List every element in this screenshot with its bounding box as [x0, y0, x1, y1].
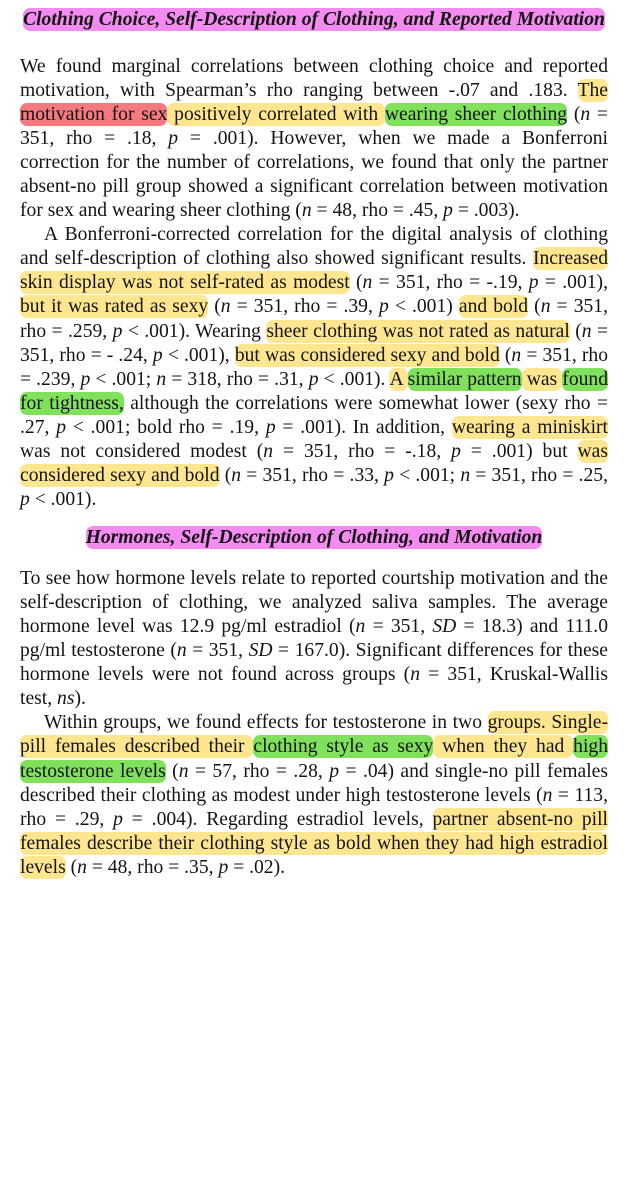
green-highlight: similar pattern — [407, 368, 522, 390]
text-run: We found marginal correlations between clothing choice and reported motivation, with Spearman’s rho ranging between -.07 and .183. — [20, 55, 608, 101]
text-run: ( — [499, 344, 512, 366]
text-run: = 351, rho = .33, — [241, 465, 385, 487]
text-run: = 351, — [365, 615, 433, 637]
text-run: = 351, rho = -.18, — [273, 441, 452, 462]
yellow-highlight: but was considered sexy and bold — [234, 344, 500, 366]
green-highlight: found for tightness, — [20, 368, 609, 414]
text-run: ( — [349, 272, 363, 294]
yellow-highlight: groups. Single-pill females described their — [20, 712, 609, 758]
yellow-highlight: was considered sexy and bold — [20, 441, 608, 487]
text-run: < .001), — [162, 344, 235, 366]
text-run: ( — [208, 296, 221, 318]
paragraph-correlations — [20, 55, 608, 224]
text-run: = 351, rho = .239, — [20, 344, 608, 390]
red-highlight: motivation for sex — [20, 103, 168, 125]
italic-symbol: p — [113, 808, 123, 830]
green-highlight: high testosterone levels — [20, 736, 608, 782]
yellow-highlight: The — [577, 79, 608, 101]
italic-symbol: n — [176, 640, 187, 662]
italic-symbol: p — [451, 441, 461, 462]
italic-symbol: n — [77, 856, 87, 878]
section-heading-clothing-choice — [20, 8, 608, 33]
text-run: = .001). However, when we made a Bonferroni correction for the number of correlations, we found that only the partner absent-no pill group showed a significant correlation between motivation for sex and wearing sheer clothing ( — [20, 127, 608, 222]
italic-symbol: n — [580, 103, 591, 125]
text-run: = 18.3) and 111.0 pg/ml testosterone ( — [20, 615, 608, 662]
text-run: ( — [567, 103, 581, 125]
italic-symbol: p — [80, 368, 91, 390]
yellow-highlight: when they had — [433, 736, 574, 758]
italic-symbol: p — [152, 344, 163, 366]
text-run: To see how hormone levels relate to reported courtship motivation and the self-description of clothing, we analyzed saliva samples. The average hormone level was 12.9 pg/ml estradiol ( — [20, 567, 608, 637]
italic-symbol: n — [156, 368, 167, 390]
text-run: < .001). — [29, 489, 97, 511]
italic-symbol: n — [410, 664, 420, 686]
text-run: = 351, rho = .39, — [230, 296, 379, 318]
text-run: Within groups, we found effects for testosterone in two — [44, 712, 488, 734]
text-run: = 351, rho = .18, — [20, 103, 608, 149]
yellow-highlight: was — [521, 368, 563, 390]
text-run: = 351, rho = - .24, — [20, 320, 609, 366]
text-run: = .001). In addition, — [275, 416, 452, 438]
heading-highlight: Clothing Choice, Self-Description of Clothing, and Reported Motivation — [23, 9, 605, 30]
italic-symbol: p — [528, 272, 539, 294]
text-run: was not considered modest ( — [20, 441, 264, 462]
italic-symbol: n — [220, 296, 231, 318]
yellow-highlight: A — [389, 368, 408, 390]
text-run: ( — [569, 320, 582, 342]
italic-symbol: p — [56, 416, 66, 438]
text-run: < .001; — [393, 465, 461, 487]
text-run: = 351, rho = -.19, — [372, 272, 529, 294]
italic-symbol: p — [443, 200, 453, 222]
text-run: = 113, rho = .29, — [20, 784, 608, 830]
text-run: = 48, rho = .35, — [86, 856, 219, 878]
yellow-highlight: but it was rated as sexy — [20, 296, 209, 318]
italic-symbol: n — [301, 200, 312, 222]
yellow-highlight: partner absent-no pill females describe their clothing style as bold when they had high estradiol levels — [20, 808, 608, 878]
text-run: ( — [165, 760, 179, 782]
text-run: = 351, Kruskal-Wallis test, — [20, 664, 608, 710]
italic-symbol: p — [329, 760, 340, 782]
text-run: ). — [74, 688, 86, 710]
text-run: = 57, rho = .28, — [188, 760, 330, 782]
green-highlight: wearing sheer clothing — [384, 103, 568, 125]
text-run: ( — [528, 296, 541, 318]
italic-symbol: n — [511, 344, 522, 366]
paragraph-within-groups — [20, 711, 608, 880]
italic-symbol: p — [384, 465, 394, 487]
text-run: = 167.0). Significant differences for these hormone levels were not found across groups ( — [20, 640, 608, 686]
italic-symbol: p — [112, 320, 123, 342]
italic-symbol: n — [540, 296, 551, 318]
italic-symbol: n — [362, 272, 373, 294]
text-run: A Bonferroni-corrected correlation for the digital analysis of clothing and self-description of clothing also showed significant results. — [20, 224, 608, 270]
italic-symbol: ns — [57, 688, 75, 710]
text-run: < .001; — [90, 368, 157, 390]
text-run: = 351, rho = .25, — [470, 465, 608, 487]
paragraph-bonferroni — [20, 223, 608, 512]
text-run: < .001). Wearing — [122, 320, 267, 342]
italic-symbol: n — [231, 465, 242, 487]
italic-symbol: p — [265, 416, 276, 438]
yellow-highlight: positively correlated with — [167, 103, 385, 125]
text-run: although the correlations were somewhat lower (sexy rho = .27, — [20, 392, 609, 438]
text-run: = .02). — [228, 856, 285, 878]
green-highlight: clothing style as sexy — [253, 736, 434, 758]
yellow-highlight: and bold — [458, 296, 529, 318]
italic-symbol: p — [20, 489, 30, 511]
italic-symbol: n — [178, 760, 189, 782]
italic-symbol: SD — [248, 640, 273, 662]
text-run: ( — [65, 856, 78, 878]
text-run: < .001). — [318, 368, 390, 390]
italic-symbol: n — [460, 465, 471, 487]
italic-symbol: p — [308, 368, 319, 390]
text-run: = .001), — [538, 272, 608, 294]
italic-symbol: p — [378, 296, 389, 318]
heading-highlight: Hormones, Self-Description of Clothing, and Motivation — [85, 527, 543, 549]
yellow-highlight: Increased skin display was not self-rated as modest — [20, 248, 608, 294]
text-run: = 351, rho = .259, — [20, 296, 608, 342]
italic-symbol: SD — [432, 615, 457, 637]
yellow-highlight: sheer clothing was not rated as natural — [266, 320, 570, 342]
paragraph-saliva-samples — [20, 567, 608, 712]
italic-symbol: p — [168, 127, 179, 149]
text-run: = 48, rho = .45, — [311, 200, 444, 222]
italic-symbol: p — [218, 856, 229, 878]
text-run: ( — [219, 465, 232, 487]
italic-symbol: n — [263, 441, 274, 462]
text-run: < .001; bold rho = .19, — [66, 416, 266, 438]
section-heading-hormones — [20, 526, 608, 551]
text-run: < .001) — [388, 296, 459, 318]
text-run: = 318, rho = .31, — [166, 368, 309, 390]
text-run: = .04) and single-no pill females described their clothing as modest under high testosterone levels ( — [20, 760, 608, 806]
text-run: = .004). Regarding estradiol levels, — [122, 808, 433, 830]
text-run: = 351, — [186, 640, 249, 662]
text-run: = .001) but — [460, 441, 578, 462]
italic-symbol: n — [581, 320, 592, 342]
text-run: = .003). — [452, 200, 520, 222]
italic-symbol: n — [355, 615, 366, 637]
italic-symbol: n — [542, 784, 553, 806]
yellow-highlight: wearing a miniskirt — [451, 416, 608, 438]
